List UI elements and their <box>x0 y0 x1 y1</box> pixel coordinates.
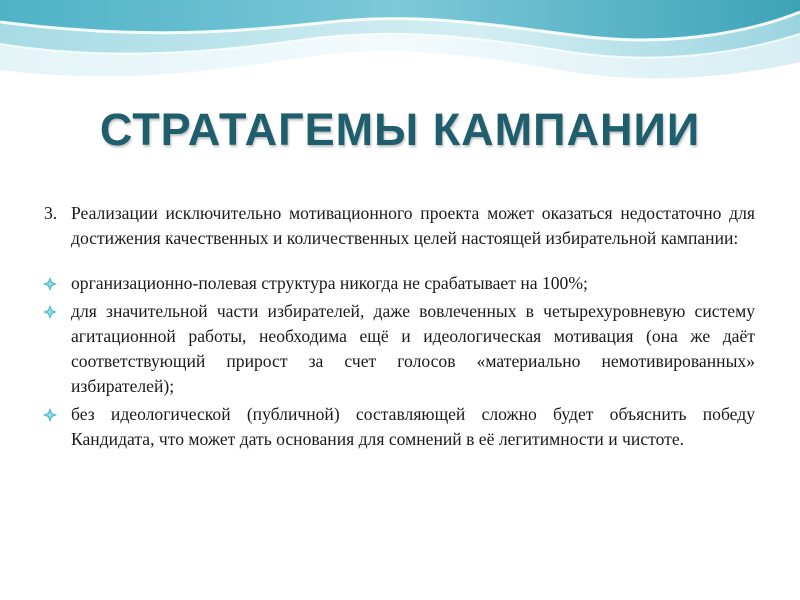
bullet-text: без идеологической (публичной) составляющей сложно будет объяснить победу Кандидата, что может дать основания для сомнений в её легитимности и чистоте. <box>71 404 755 449</box>
intro-number: 3. <box>44 203 58 223</box>
intro-paragraph <box>42 201 755 251</box>
bullet-item <box>42 402 755 452</box>
header-wave-decoration <box>0 0 800 110</box>
slide-title: СТРАТАГЕМЫ КАМПАНИИ <box>99 104 701 155</box>
slide-body <box>42 201 755 455</box>
diamond-bullet-icon <box>43 277 57 291</box>
diamond-bullet-icon <box>43 408 57 422</box>
bullet-list <box>42 271 755 452</box>
bullet-item <box>42 299 755 399</box>
bullet-text: для значительной части избирателей, даже вовлеченных в четырехуровневую систему агитационной работы, необходима ещё и идеологическая мотивация (она же даёт соответствующий прирост за счет голосов «материально немотивированных» избирателей); <box>71 301 755 396</box>
intro-text: Реализации исключительно мотивационного проекта может оказаться недостаточно для достижения качественных и количественных целей настоящей избирательной кампании: <box>71 203 755 248</box>
bullet-text: организационно-полевая структура никогда не срабатывает на 100%; <box>71 273 588 293</box>
diamond-bullet-icon <box>43 305 57 319</box>
bullet-item <box>42 271 755 296</box>
